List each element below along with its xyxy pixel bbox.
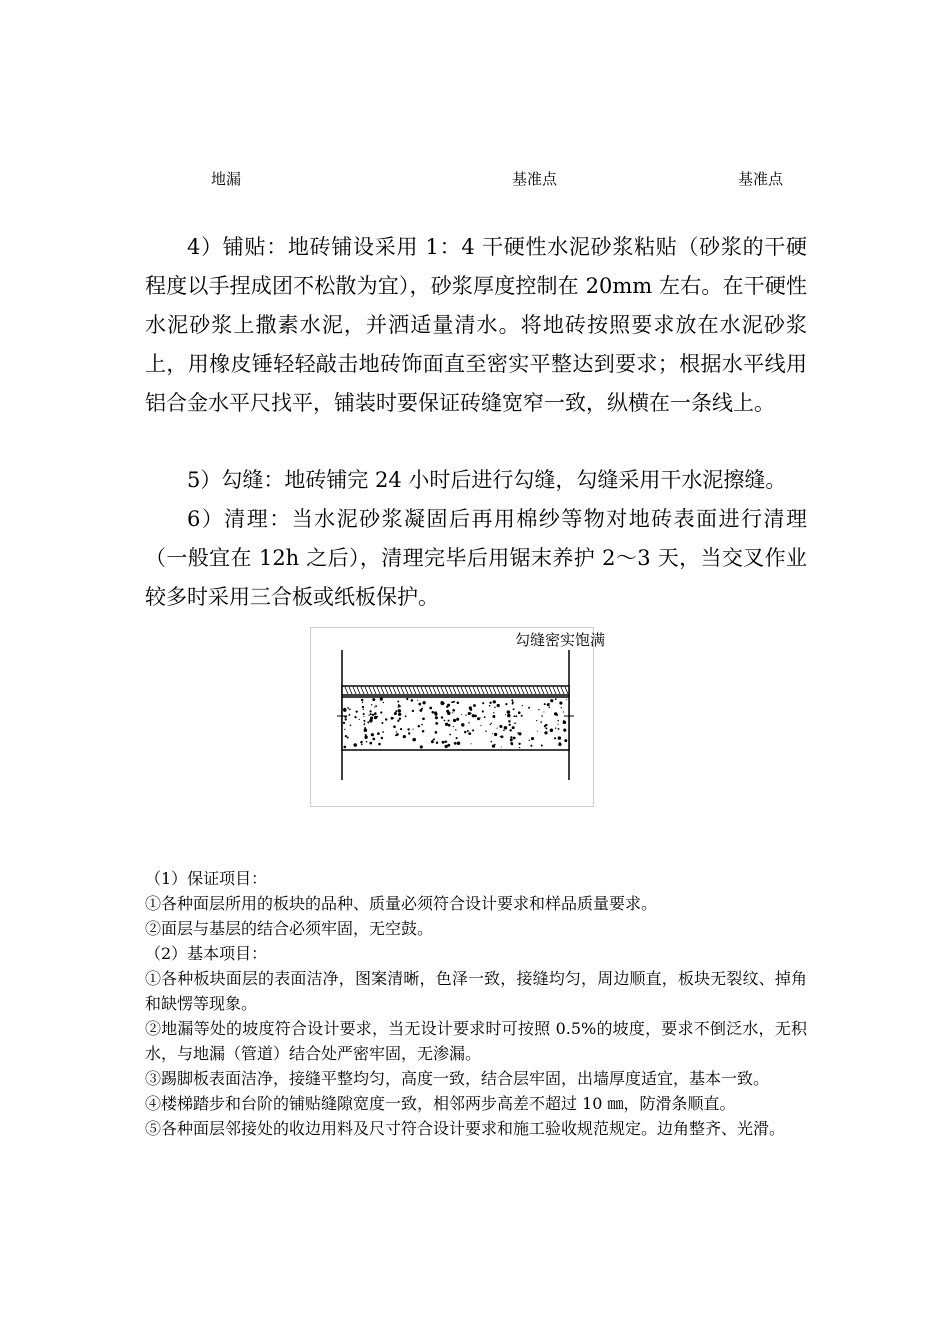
basic-item: ①各种板块面层的表面洁净，图案清晰，色泽一致，接缝均匀，周边顺直，板块无裂纹、掉角和缺愣等现象。 <box>145 969 807 1013</box>
figure-caption: 勾缝密实饱满 <box>515 631 606 649</box>
floor-drain-label: 地漏 <box>211 170 242 188</box>
guarantee-item: ②面层与基层的结合必须牢固，无空鼓。 <box>145 919 434 938</box>
basic-item: ⑤各种面层邻接处的收边用料及尺寸符合设计要求和施工验收规范规定。边角整齐、光滑。 <box>145 1119 786 1138</box>
basic-item: ②地漏等处的坡度符合设计要求，当无设计要求时可按照 0.5%的坡度，要求不倒泛水，无积水，与地漏（管道）结合处严密牢固，无渗漏。 <box>145 1019 807 1063</box>
step-6-paragraph: 6）清理：当水泥砂浆凝固后再用棉纱等物对地砖表面进行清理（一般宜在 12h 之后），清理完毕后用锯末养护 2～3 天，当交叉作业较多时采用三合板或纸板保护。 <box>145 507 807 609</box>
grout-joint-diagram <box>311 628 593 806</box>
guarantee-heading: （1）保证项目： <box>145 869 268 888</box>
grout-joint-figure <box>310 627 606 807</box>
step-4-paragraph: 4）铺贴：地砖铺设采用 1：4 干硬性水泥砂浆粘贴（砂浆的干硬程度以手捏成团不松散为宜），砂浆厚度控制在 20mm 左右。在干硬性水泥砂浆上撒素水泥，并洒适量清水。将地砖按照要求放在水泥砂浆上，用橡皮锤轻轻敲击地砖饰面直至密实平整达到要求；根据水平线用铝合金水平尺找平，铺装时要保证砖缝宽窄一致，纵横在一条线上。 <box>145 235 807 415</box>
guarantee-item: ①各种面层所用的板块的品种、质量必须符合设计要求和样品质量要求。 <box>145 894 658 913</box>
basic-item: ④楼梯踏步和台阶的铺贴缝隙宽度一致，相邻两步高差不超过 10 ㎜，防滑条顺直。 <box>145 1094 736 1113</box>
datum-point-label-2: 基准点 <box>738 170 784 188</box>
step-5-paragraph: 5）勾缝：地砖铺完 24 小时后进行勾缝，勾缝采用干水泥擦缝。 <box>187 468 787 492</box>
basic-item: ③踢脚板表面洁净，接缝平整均匀，高度一致，结合层牢固，出墙厚度适宜，基本一致。 <box>145 1069 770 1088</box>
basic-heading: （2）基本项目： <box>145 944 268 963</box>
datum-point-label-1: 基准点 <box>512 170 558 188</box>
quality-section <box>145 866 807 1141</box>
